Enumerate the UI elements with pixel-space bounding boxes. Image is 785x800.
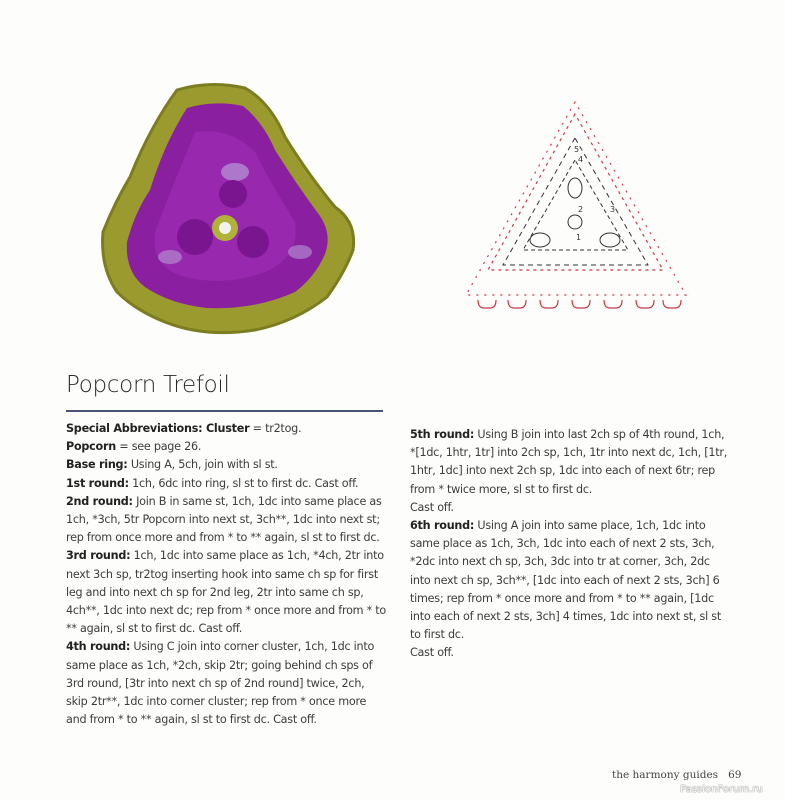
popcorn-note: Popcorn = see page 26. — [66, 440, 202, 454]
diagram-label-4: 4 — [578, 155, 584, 164]
round-5: 5th round: Using B join into last 2ch sp of 4th round, 1ch, *[1dc, 1htr, 1tr] into 2ch sp, 1ch, 1tr into next dc, 1ch, [1tr, 1htr, 1dc] into next 2ch sp, 1dc into each of next 6tr; rep from * twice more, sl st to first dc. — [410, 428, 728, 496]
round-1: 1st round: 1ch, 6dc into ring, sl st to first dc. Cast off. — [66, 476, 359, 490]
round-4: 4th round: Using C join into corner cluster, 1ch, 1dc into same place as 1ch, *2ch, skip 2tr; going behind ch sps of 3rd round, [3tr into next ch sp of 2nd round] twice, 2ch, skip 2tr**, 1dc into corner cluster; rep from * once more and from * to ** again, sl st to first dc. Cast off. — [66, 640, 375, 727]
pattern-title: Popcorn Trefoil — [66, 372, 230, 398]
base-ring: Base ring: Using A, 5ch, join with sl st. — [66, 458, 278, 472]
watermark: PassionForum.ru — [680, 784, 763, 795]
diagram-label-5: 5 — [574, 145, 580, 154]
round-6: 6th round: Using A join into same place, 1ch, 1dc into same place as 1ch, 3ch, 1dc into each of next 2 sts, 3ch, *2dc into next ch sp, 3ch, 3dc into tr at corner, 3ch, 2dc into next ch sp, 3ch**, [1dc into each of next 2 sts, 3ch] 6 times; rep from * once more and from * to ** again, [1dc into each of next 2 sts, 3ch] 4 times, 1dc into next st, sl st to first dc. — [410, 519, 721, 642]
title-divider — [66, 410, 383, 412]
round-2: 2nd round: Join B in same st, 1ch, 1dc into same place as 1ch, *3ch, 5tr Popcorn into next st, 3ch**, 1dc into next st; rep from once more and from * to ** again, sl st to first dc. — [66, 494, 382, 545]
special-abbreviations: Special Abbreviations: Cluster = tr2tog. — [66, 422, 302, 435]
crochet-chart-diagram — [458, 100, 693, 312]
round-5-cast-off: Cast off. — [410, 500, 454, 514]
book-title: the harmony guides — [612, 769, 719, 781]
page-number: 69 — [728, 769, 742, 781]
instructions-left-column — [66, 420, 388, 729]
round-3: 3rd round: 1ch, 1dc into same place as 1ch, *4ch, 2tr into next 3ch sp, tr2tog inserting hook into same ch sp for first leg and into next ch sp for 2nd leg, 2tr into same ch sp, 4ch**, 1dc into next dc; rep from * once more and from * to ** again, sl st to first dc. Cast off. — [66, 549, 387, 636]
diagram-label-2: 2 — [578, 205, 584, 214]
round-6-cast-off: Cast off. — [410, 646, 454, 660]
diagram-label-3: 3 — [610, 205, 616, 214]
page-footer — [612, 769, 741, 781]
diagram-label-1: 1 — [576, 233, 582, 242]
instructions-right-column — [410, 426, 732, 663]
crochet-motif-photo — [95, 82, 365, 344]
